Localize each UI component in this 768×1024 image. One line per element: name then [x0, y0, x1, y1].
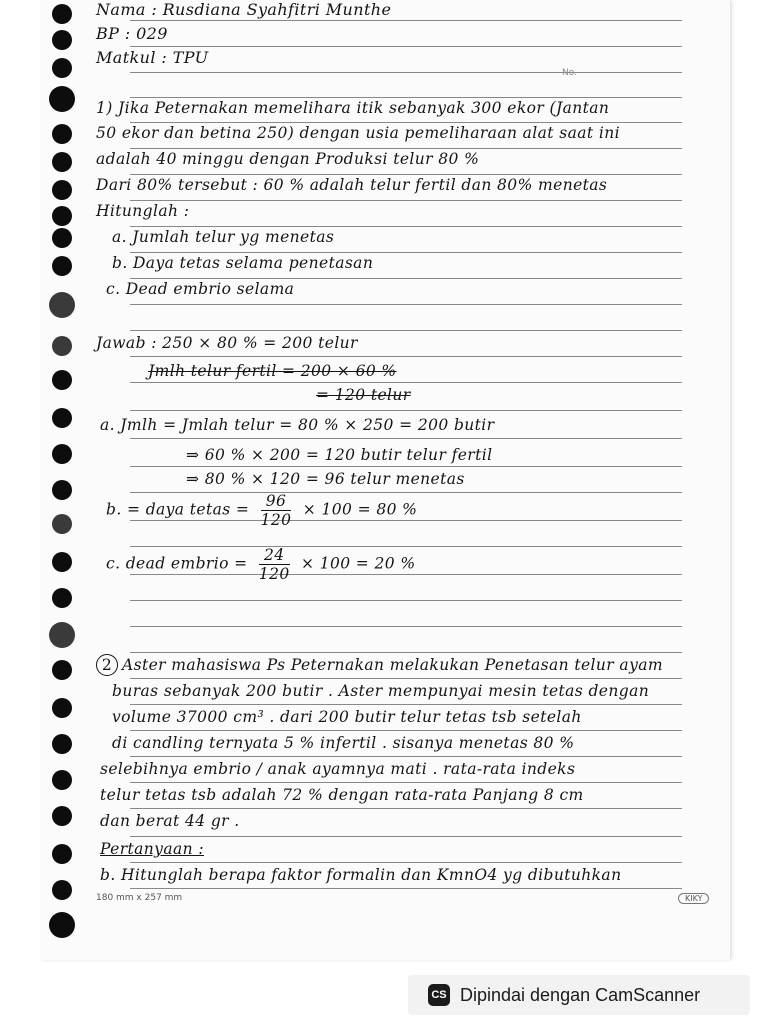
answer-c-numerator: 24: [259, 546, 290, 565]
q1-item-a: a. Jumlah telur yg menetas: [112, 228, 335, 246]
camscanner-logo-icon: CS: [428, 984, 450, 1006]
answer-c-denominator: 120: [258, 565, 290, 583]
q2-line-4: di candling ternyata 5 % infertil . sisanya menetas 80 %: [112, 734, 575, 752]
q2-question-b: b. Hitunglah berapa faktor formalin dan KmnO4 yg dibutuhkan: [100, 866, 622, 884]
answer-a-line-1: a. Jmlh = Jmlah telur = 80 % × 250 = 200 butir: [100, 416, 495, 434]
answer-c-result: × 100 = 20 %: [300, 554, 416, 573]
q1-line-2: 50 ekor dan betina 250) dengan usia pemeliharaan alat saat ini: [96, 124, 620, 142]
kiky-logo: KIKY: [678, 893, 709, 904]
q1-line-5: Hitunglah :: [96, 202, 190, 220]
answer-b-numerator: 96: [261, 492, 292, 511]
q2-questions-heading: Pertanyaan :: [100, 840, 204, 858]
q2-line-2: buras sebanyak 200 butir . Aster mempunyai mesin tetas dengan: [112, 682, 650, 700]
q1-item-b: b. Daya tetas selama penetasan: [112, 254, 374, 272]
answer-line-1: Jawab : 250 × 80 % = 200 telur: [96, 334, 358, 352]
student-bp: BP : 029: [96, 24, 168, 43]
answer-b-denominator: 120: [260, 511, 292, 529]
q2-line-7: dan berat 44 gr .: [100, 812, 240, 830]
student-name: Nama : Rusdiana Syahfitri Munthe: [96, 0, 392, 19]
answer-line-2-struck: Jmlh telur fertil = 200 × 60 %: [148, 362, 397, 380]
q1-line-4: Dari 80% tersebut : 60 % adalah telur fertil dan 80% menetas: [96, 176, 608, 194]
paper-size-label: 180 mm x 257 mm: [96, 893, 183, 903]
q2-line-1: [96, 654, 663, 676]
answer-b-fraction: [261, 492, 292, 529]
answer-c-fraction: [259, 546, 290, 583]
answer-c: [106, 546, 416, 583]
answer-b-result: × 100 = 80 %: [302, 500, 418, 519]
q2-line-3: volume 37000 cm³ . dari 200 butir telur tetas tsb setelah: [112, 708, 582, 726]
answer-line-3-struck: = 120 telur: [316, 386, 411, 404]
q2-line-6: telur tetas tsb adalah 72 % dengan rata-rata Panjang 8 cm: [100, 786, 584, 804]
answer-a-line-2: ⇒ 60 % × 200 = 120 butir telur fertil: [186, 446, 493, 464]
q2-line-1-text: Aster mahasiswa Ps Peternakan melakukan Penetasan telur ayam: [122, 656, 663, 674]
camscanner-label: Dipindai dengan CamScanner: [460, 984, 701, 1005]
answer-b-label: b. = daya tetas =: [106, 500, 250, 519]
q1-item-c: c. Dead embrio selama: [106, 280, 295, 298]
q1-line-3: adalah 40 minggu dengan Produksi telur 80 %: [96, 150, 480, 168]
camscanner-watermark: [408, 975, 750, 1015]
answer-c-label: c. dead embrio =: [106, 554, 248, 573]
page-number-label: No.: [562, 68, 577, 78]
course-name: Matkul : TPU: [96, 48, 209, 67]
q1-line-1: 1) Jika Peternakan memelihara itik sebanyak 300 ekor (Jantan: [96, 99, 610, 117]
q2-number: 2: [96, 654, 118, 676]
answer-b: [106, 492, 417, 529]
answer-a-line-3: ⇒ 80 % × 120 = 96 telur menetas: [186, 470, 465, 488]
q2-line-5: selebihnya embrio / anak ayamnya mati . rata-rata indeks: [100, 760, 576, 778]
